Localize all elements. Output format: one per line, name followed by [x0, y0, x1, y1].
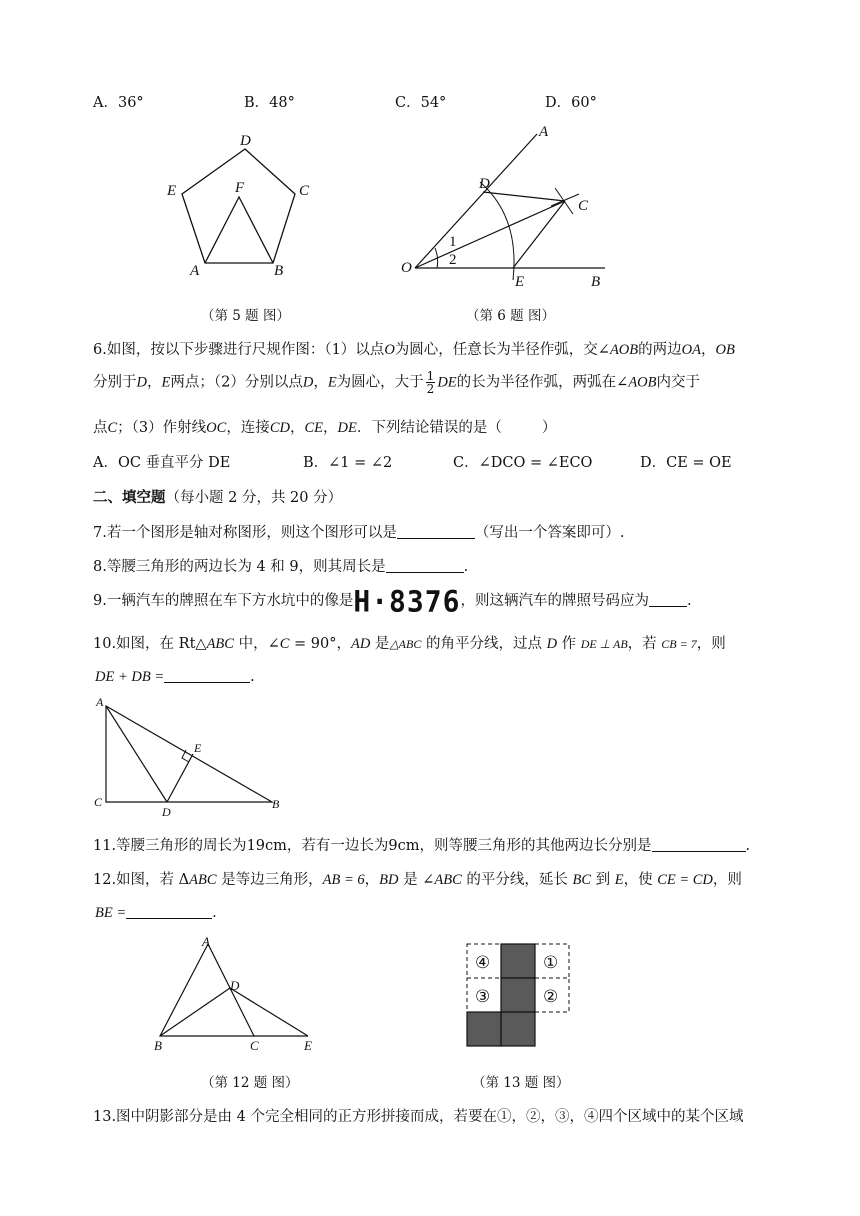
question-7: 7.若一个图形是轴对称图形，则这个图形可以是 （写出一个答案即可）. — [93, 525, 625, 541]
q6-line-3: 点C；（3）作射线OC，连接CD，CE，DE．下列结论错误的是（ ） — [93, 420, 557, 436]
fig10-label-e: E — [194, 741, 202, 755]
fig5-label-f: F — [235, 180, 245, 196]
fig6-label-a: A — [539, 124, 549, 140]
region-2-label: ② — [543, 987, 559, 1007]
fig12-caption: （第 12 题 图） — [201, 1075, 299, 1091]
figure-12-triangle — [148, 932, 328, 1057]
q5-option-a: A．36° — [93, 95, 144, 111]
q9-answer-blank — [649, 592, 687, 607]
q12-answer-blank — [126, 904, 212, 919]
fig5-label-b: B — [274, 263, 284, 279]
region-1-label: ① — [543, 953, 559, 973]
q5-option-d: D．60° — [545, 95, 597, 111]
fig10-label-b: B — [272, 797, 280, 811]
q6-line-1: 6.如图，按以下步骤进行尺规作图：（1）以点O为圆心，任意长为半径作弧，交∠AOB的两边OA，OB — [93, 342, 735, 358]
figure-6-construction — [395, 122, 615, 292]
fig6-caption: （第 6 题 图） — [466, 308, 555, 324]
question-10-line-2: DE + DB = . — [95, 669, 255, 685]
q10-answer-blank — [164, 668, 250, 683]
fig6-label-c: C — [578, 198, 589, 214]
license-plate-reflection: H·8376 — [353, 584, 461, 619]
fig6-label-d: D — [479, 176, 490, 192]
q6-option-d: D．CE = OE — [640, 455, 732, 471]
q6-line-2: 分别于D，E两点；（2）分别以点D，E为圆心，大于 $\frac{1}{2}$ DE的长为半径作弧，两弧在∠AOB内交于 — [93, 369, 700, 396]
fig10-label-d: D — [162, 805, 171, 817]
fig5-label-d: D — [240, 133, 251, 149]
fig6-label-e: E — [515, 274, 525, 290]
fig10-label-a: A — [96, 695, 104, 709]
fig12-label-d: D — [230, 978, 240, 993]
figure-13-grid — [465, 940, 575, 1050]
fig6-label-o: O — [401, 260, 412, 276]
figure-10-triangle — [90, 692, 290, 817]
q7-answer-blank — [397, 524, 475, 539]
fig5-label-a: A — [190, 263, 200, 279]
question-8: 8.等腰三角形的两边长为 4 和 9，则其周长是 . — [93, 559, 469, 575]
question-11: 11.等腰三角形的周长为19cm，若有一边长为9cm，则等腰三角形的其他两边长分别是 . — [93, 838, 751, 854]
q8-answer-blank — [386, 558, 464, 573]
fig6-label-b: B — [591, 274, 601, 290]
fig12-label-a: A — [202, 934, 210, 949]
q5-option-b: B．48° — [244, 95, 295, 111]
fig13-caption: （第 13 题 图） — [472, 1075, 570, 1091]
fig5-label-c: C — [299, 183, 310, 199]
q11-answer-blank — [652, 837, 746, 852]
q6-option-c: C．∠DCO = ∠ECO — [453, 455, 593, 471]
question-12-line-1: 12.如图，若 ΔABC 是等边三角形，AB = 6，BD 是 ∠ABC 的平分线，延长 BC 到 E，使 CE = CD，则 — [93, 872, 742, 888]
fig6-angle-2: 2 — [449, 252, 457, 268]
q6-option-b: B．∠1 = ∠2 — [303, 455, 393, 471]
fig12-label-e: E — [304, 1038, 312, 1053]
fig6-angle-1: 1 — [449, 234, 457, 250]
fig12-label-b: B — [154, 1038, 162, 1053]
figure-5-pentagon — [150, 125, 320, 285]
question-10-line-1: 10.如图，在 Rt△ABC 中，∠C = 90°，AD 是△ABC 的角平分线，过点 D 作 DE ⊥ AB，若 CB = 7，则 — [93, 636, 726, 652]
fig5-caption: （第 5 题 图） — [201, 308, 290, 324]
fig12-label-c: C — [250, 1038, 259, 1053]
question-12-line-2: BE = . — [95, 905, 217, 921]
q5-option-c: C．54° — [395, 95, 447, 111]
question-9: 9.一辆汽车的牌照在车下方水坑中的像是H·8376，则这辆汽车的牌照号码应为 . — [93, 584, 692, 619]
fig5-label-e: E — [167, 183, 177, 199]
fraction-one-half: $\frac{1}{2}$ — [426, 369, 435, 396]
q6-option-a: A．OC 垂直平分 DE — [93, 455, 231, 471]
section-2-heading: 二、填空题（每小题 2 分，共 20 分） — [93, 489, 343, 506]
region-4-label: ④ — [475, 953, 491, 973]
question-13: 13.图中阴影部分是由 4 个完全相同的正方形拼接而成，若要在①，②，③，④四个区域中的某个区域 — [93, 1109, 744, 1125]
region-3-label: ③ — [475, 987, 491, 1007]
fig10-label-c: C — [94, 795, 103, 809]
